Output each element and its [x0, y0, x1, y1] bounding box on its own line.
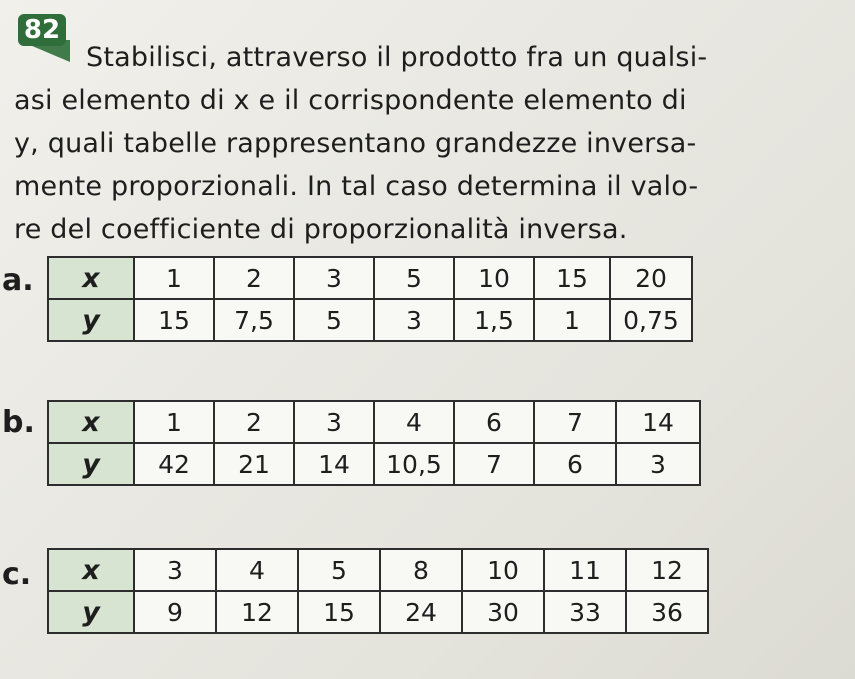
y-header-cell: y — [48, 299, 134, 341]
y-cell: 6 — [534, 443, 616, 485]
table-row-x — [48, 401, 700, 443]
x-cell: 3 — [294, 401, 374, 443]
y-cell: 9 — [134, 591, 216, 633]
y-cell: 24 — [380, 591, 462, 633]
table-a-label: a. — [2, 263, 34, 298]
x-cell: 6 — [454, 401, 534, 443]
instruction-line: re del coefficiente di proporzionalità inversa. — [14, 214, 628, 245]
instruction-line: Stabilisci, attraverso il prodotto fra un qualsi- — [86, 42, 708, 73]
table-a — [47, 256, 693, 342]
table-c-label: c. — [2, 557, 32, 592]
table-row-x — [48, 257, 692, 299]
x-header-cell: x — [48, 401, 134, 443]
y-cell: 7,5 — [214, 299, 294, 341]
instruction-line: mente proporzionali. In tal caso determina il valo- — [14, 171, 699, 202]
x-cell: 1 — [134, 257, 214, 299]
y-cell: 33 — [544, 591, 626, 633]
y-header-cell: y — [48, 591, 134, 633]
x-cell: 11 — [544, 549, 626, 591]
y-cell: 14 — [294, 443, 374, 485]
y-cell: 15 — [298, 591, 380, 633]
y-cell: 3 — [374, 299, 454, 341]
y-cell: 12 — [216, 591, 298, 633]
exercise-number-badge: 82 — [18, 14, 66, 46]
table-c — [47, 548, 709, 634]
x-cell: 10 — [462, 549, 544, 591]
x-header-cell: x — [48, 257, 134, 299]
table-b — [47, 400, 701, 486]
x-header-cell: x — [48, 549, 134, 591]
x-cell: 8 — [380, 549, 462, 591]
y-cell: 1 — [534, 299, 610, 341]
table-row-y — [48, 591, 708, 633]
table-row-y — [48, 299, 692, 341]
y-cell: 5 — [294, 299, 374, 341]
y-cell: 30 — [462, 591, 544, 633]
y-cell: 0,75 — [610, 299, 692, 341]
table-b-label: b. — [2, 405, 35, 440]
y-header-cell: y — [48, 443, 134, 485]
y-cell: 21 — [214, 443, 294, 485]
x-cell: 7 — [534, 401, 616, 443]
x-cell: 4 — [374, 401, 454, 443]
x-cell: 20 — [610, 257, 692, 299]
x-cell: 2 — [214, 401, 294, 443]
y-cell: 3 — [616, 443, 700, 485]
exercise-instruction — [14, 36, 834, 251]
y-cell: 1,5 — [454, 299, 534, 341]
x-cell: 1 — [134, 401, 214, 443]
x-cell: 12 — [626, 549, 708, 591]
x-cell: 2 — [214, 257, 294, 299]
y-cell: 36 — [626, 591, 708, 633]
y-cell: 15 — [134, 299, 214, 341]
table-row-x — [48, 549, 708, 591]
y-cell: 42 — [134, 443, 214, 485]
x-cell: 15 — [534, 257, 610, 299]
instruction-line: asi elemento di x e il corrispondente elemento di — [14, 85, 687, 116]
y-cell: 7 — [454, 443, 534, 485]
x-cell: 5 — [298, 549, 380, 591]
table-row-y — [48, 443, 700, 485]
instruction-line: y, quali tabelle rappresentano grandezze inversa- — [14, 128, 697, 159]
x-cell: 4 — [216, 549, 298, 591]
x-cell: 5 — [374, 257, 454, 299]
x-cell: 3 — [134, 549, 216, 591]
x-cell: 3 — [294, 257, 374, 299]
x-cell: 10 — [454, 257, 534, 299]
y-cell: 10,5 — [374, 443, 454, 485]
x-cell: 14 — [616, 401, 700, 443]
